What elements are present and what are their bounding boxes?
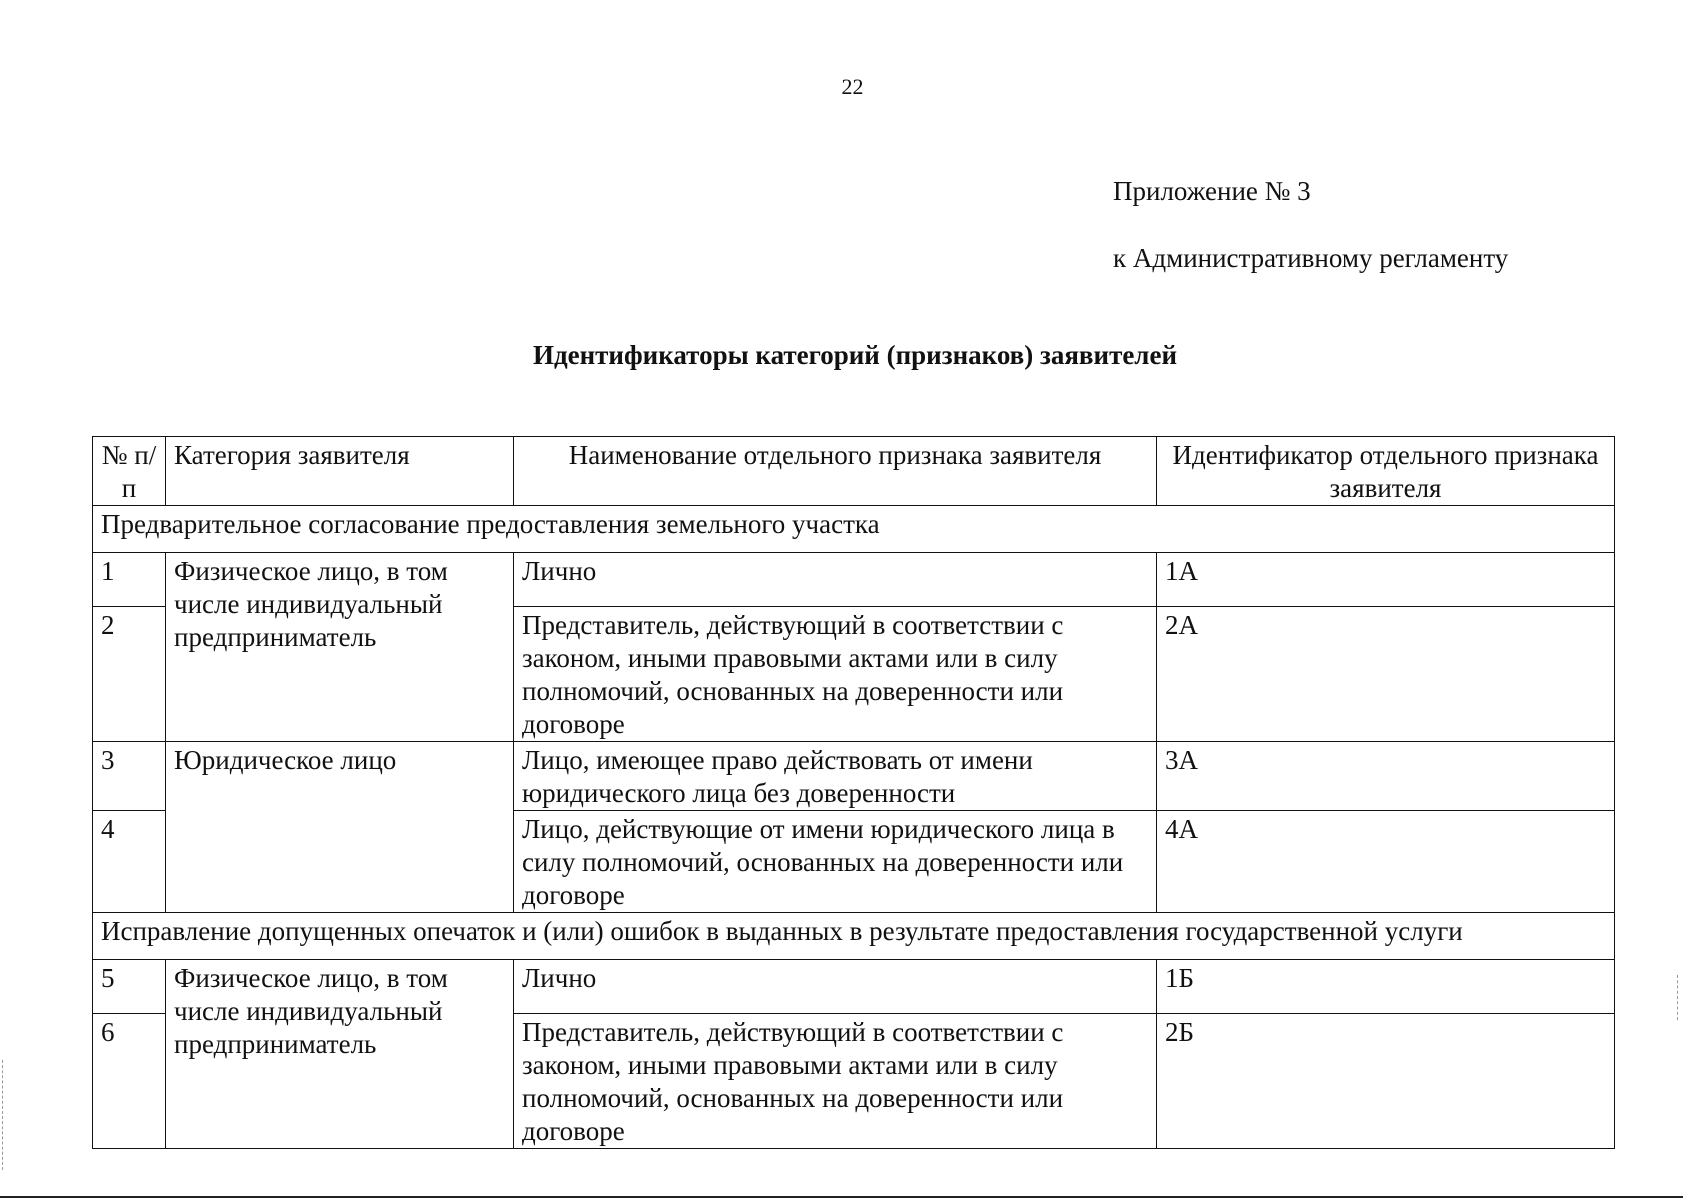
row-number: 6 bbox=[93, 1014, 166, 1149]
row-identifier: 1Б bbox=[1157, 960, 1615, 1014]
section-row bbox=[93, 506, 1615, 553]
row-feature-name: Лично bbox=[514, 553, 1157, 607]
row-category: Физическое лицо, в том числе индивидуальный предприниматель bbox=[166, 553, 514, 742]
section-row bbox=[93, 913, 1615, 960]
scan-edge-mark bbox=[1677, 975, 1680, 1020]
row-number: 1 bbox=[93, 553, 166, 607]
header-name: Наименование отдельного признака заявителя bbox=[514, 437, 1157, 506]
table-row bbox=[93, 553, 1615, 607]
applicant-identifiers-table bbox=[92, 436, 1615, 1149]
scan-edge-mark bbox=[2, 1060, 5, 1170]
row-feature-name: Лицо, имеющее право действовать от имени юридического лица без доверенности bbox=[514, 742, 1157, 811]
row-feature-name: Лицо, действующие от имени юридического лица в силу полномочий, основанных на доверенности или договоре bbox=[514, 811, 1157, 913]
row-category: Юридическое лицо bbox=[166, 742, 514, 913]
section-title: Предварительное согласование предоставления земельного участка bbox=[93, 506, 1615, 553]
table-row bbox=[93, 742, 1615, 811]
header-category: Категория заявителя bbox=[166, 437, 514, 506]
row-feature-name: Представитель, действующий в соответствии с законом, иными правовыми актами или в силу полномочий, основанных на доверенности или договоре bbox=[514, 1014, 1157, 1149]
row-number: 4 bbox=[93, 811, 166, 913]
row-identifier: 3А bbox=[1157, 742, 1615, 811]
row-number: 3 bbox=[93, 742, 166, 811]
page-number: 22 bbox=[841, 74, 864, 99]
row-category: Физическое лицо, в том числе индивидуальный предприниматель bbox=[166, 960, 514, 1149]
annex-number: Приложение № 3 bbox=[1113, 176, 1311, 206]
table-row bbox=[93, 960, 1615, 1014]
row-feature-name: Лично bbox=[514, 960, 1157, 1014]
row-identifier: 1А bbox=[1157, 553, 1615, 607]
header-num: № п/п bbox=[93, 437, 166, 506]
section-title: Исправление допущенных опечаток и (или) ошибок в выданных в результате предоставления государственной услуги bbox=[93, 913, 1615, 960]
row-identifier: 2Б bbox=[1157, 1014, 1615, 1149]
header-identifier: Идентификатор отдельного признака заявителя bbox=[1157, 437, 1615, 506]
page-bottom-divider bbox=[0, 1196, 1683, 1198]
row-identifier: 2А bbox=[1157, 607, 1615, 742]
row-feature-name: Представитель, действующий в соответствии с законом, иными правовыми актами или в силу полномочий, основанных на доверенности или договоре bbox=[514, 607, 1157, 742]
row-number: 5 bbox=[93, 960, 166, 1014]
annex-reference: к Административному регламенту bbox=[1113, 243, 1509, 273]
row-identifier: 4А bbox=[1157, 811, 1615, 913]
row-number: 2 bbox=[93, 607, 166, 742]
document-title: Идентификаторы категорий (признаков) заявителей bbox=[532, 340, 1178, 370]
table-header-row bbox=[93, 437, 1615, 506]
